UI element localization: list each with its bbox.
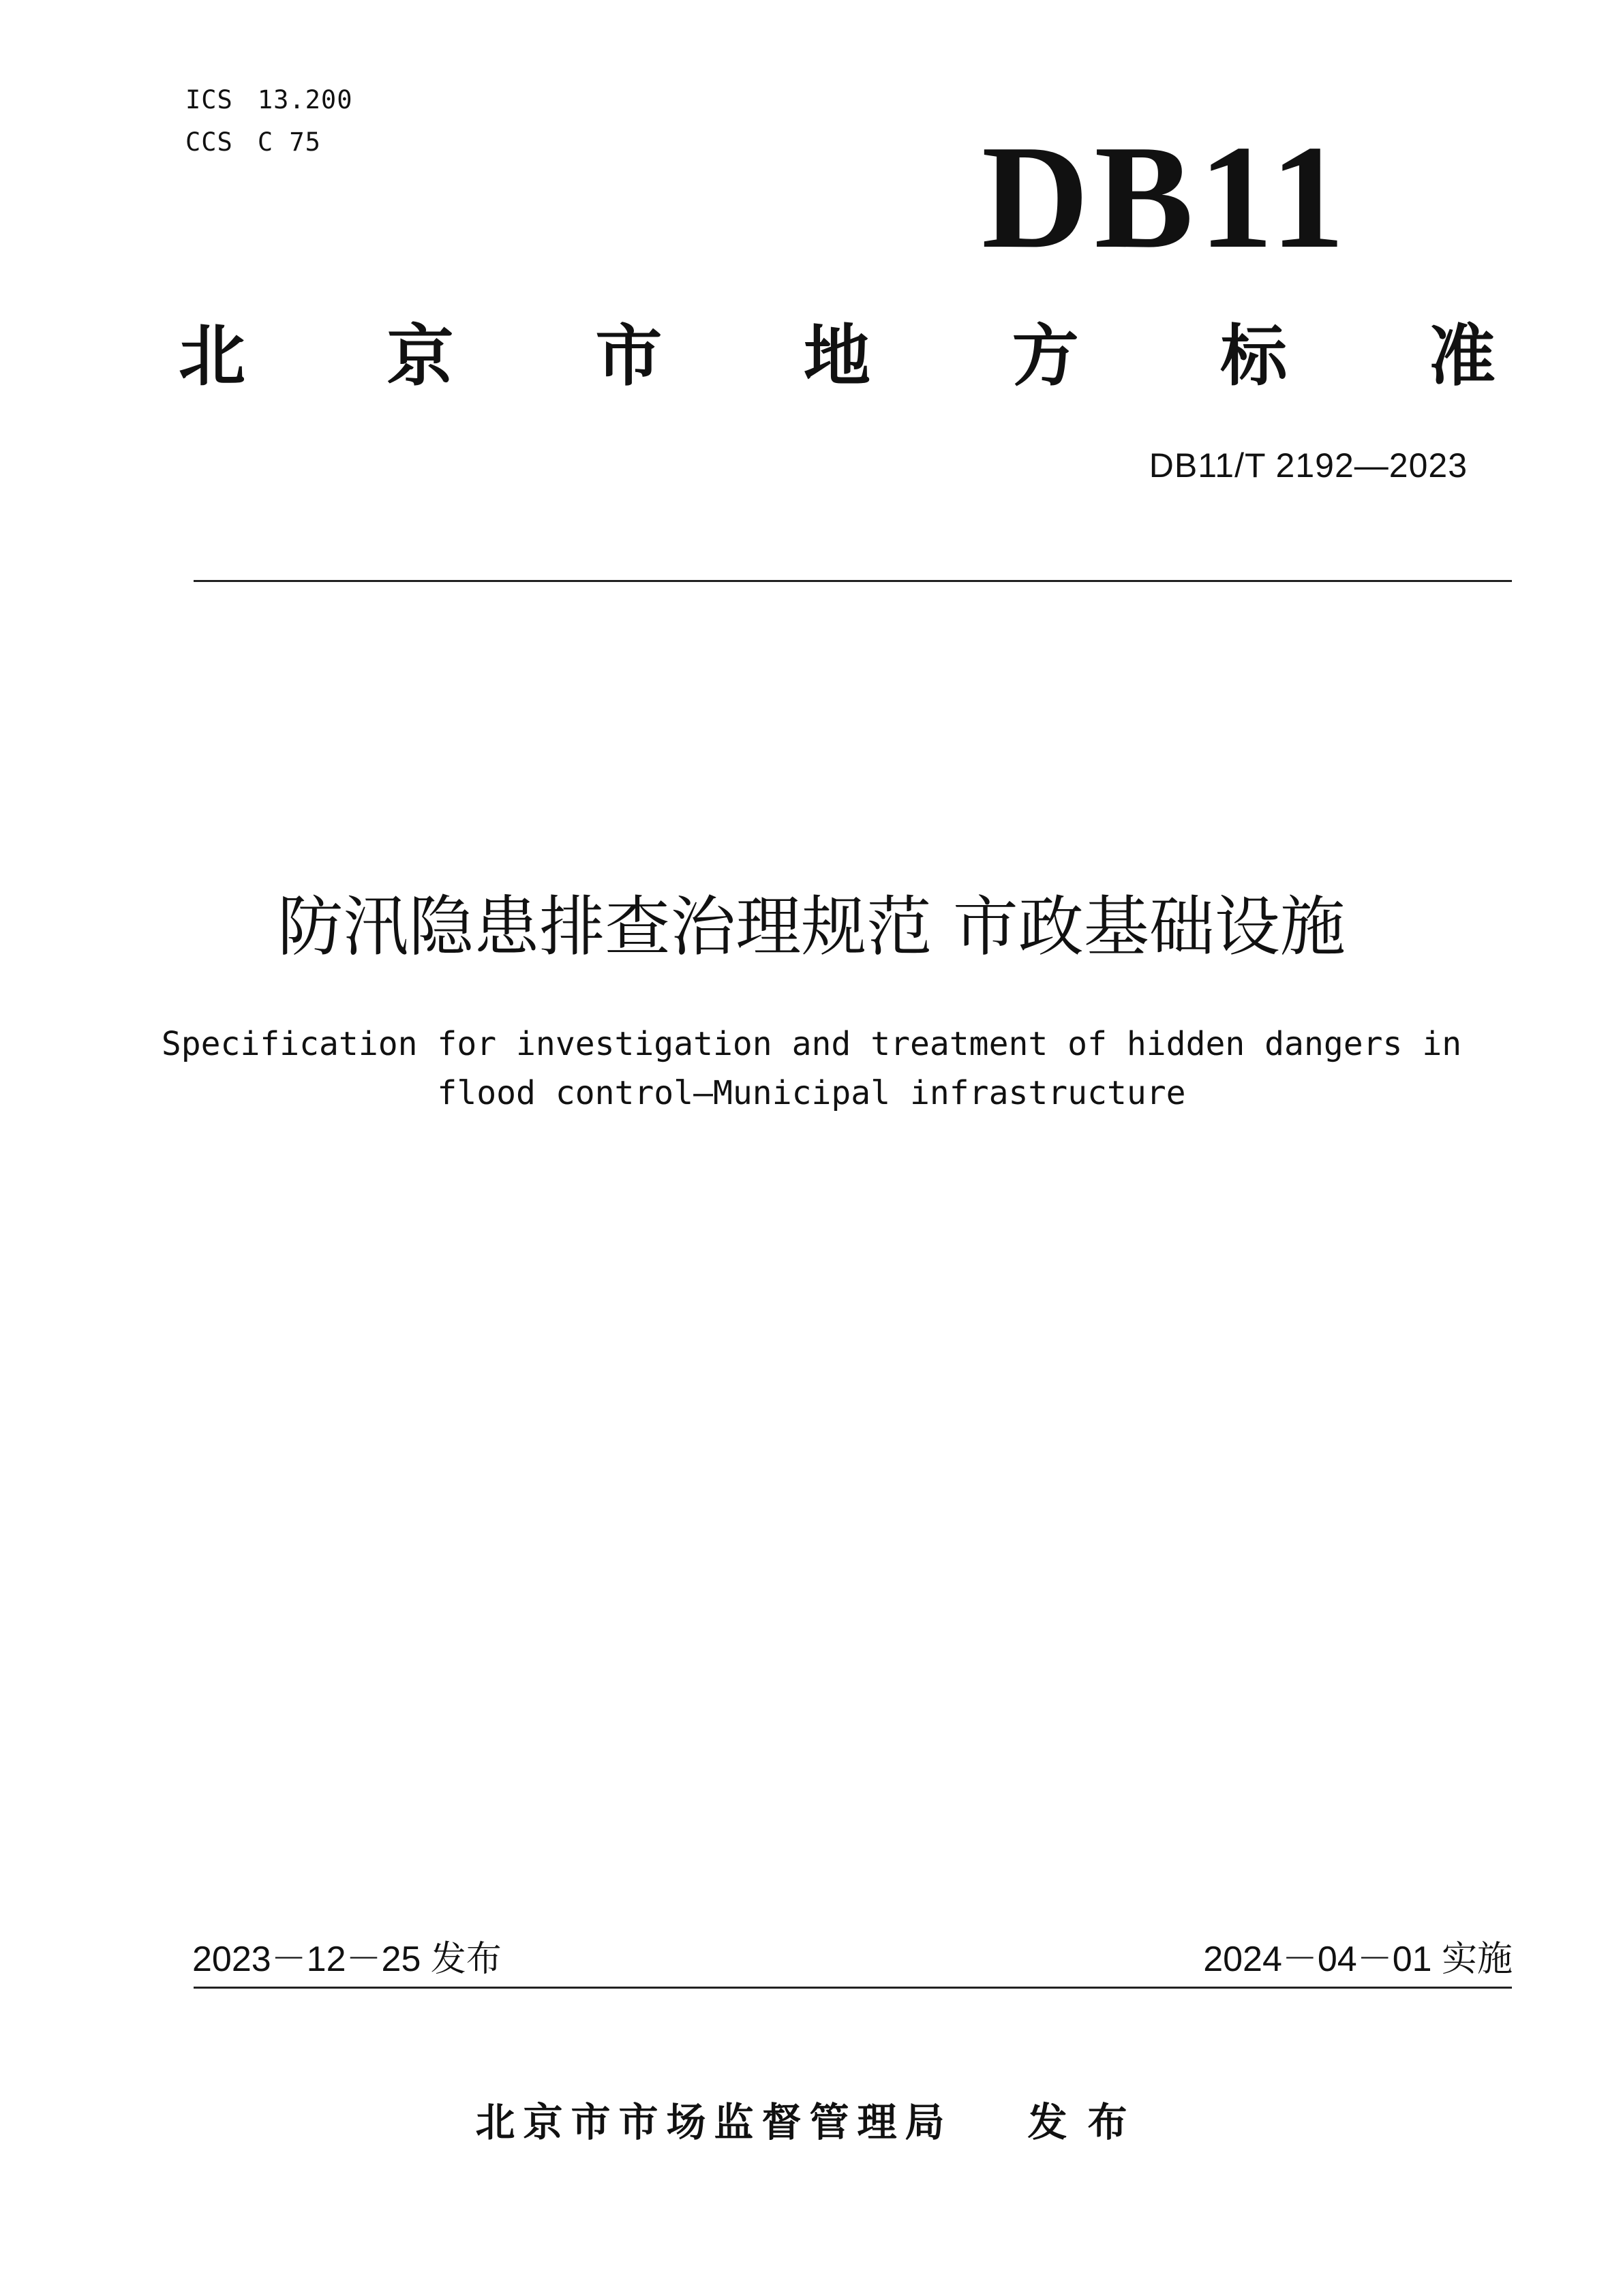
issuer-line: [0, 2095, 1623, 2149]
classification-codes: [185, 79, 352, 164]
implementation-date: 2024－04－01 实施: [1203, 1940, 1513, 1979]
standard-type-char: 方: [1012, 318, 1079, 395]
standard-type-char: 京: [386, 318, 454, 395]
standard-type-char: 地: [803, 318, 870, 395]
title-english-line: flood control—Municipal infrastructure: [437, 1074, 1186, 1112]
bottom-divider: [194, 1987, 1512, 1989]
title-chinese: 防汛隐患排查治理规范 市政基础设施: [277, 889, 1346, 965]
title-english: [0, 1020, 1623, 1118]
top-divider: [194, 580, 1512, 582]
standard-type-char: 北: [179, 318, 246, 395]
ics-row: [185, 79, 352, 121]
issuer-action: 发布: [1027, 2099, 1148, 2145]
db11-logo: DB11: [982, 115, 1350, 279]
standard-number: DB11/T 2192—2023: [1149, 446, 1468, 485]
ccs-label: CCS: [185, 127, 233, 157]
ccs-value: C 75: [257, 127, 321, 157]
standard-type-char: 标: [1220, 318, 1288, 395]
standard-type-heading: [179, 312, 1496, 401]
ics-label: ICS: [185, 85, 233, 114]
issuer-organization: 北京市市场监督管理局: [475, 2099, 953, 2145]
standard-type-char: 准: [1428, 318, 1496, 395]
issue-date: 2023－12－25 发布: [192, 1940, 502, 1979]
ics-value: 13.200: [257, 85, 353, 114]
ccs-row: [185, 121, 352, 164]
title-english-line: Specification for investigation and treatment of hidden dangers in: [161, 1025, 1462, 1063]
standard-type-char: 市: [595, 318, 663, 395]
